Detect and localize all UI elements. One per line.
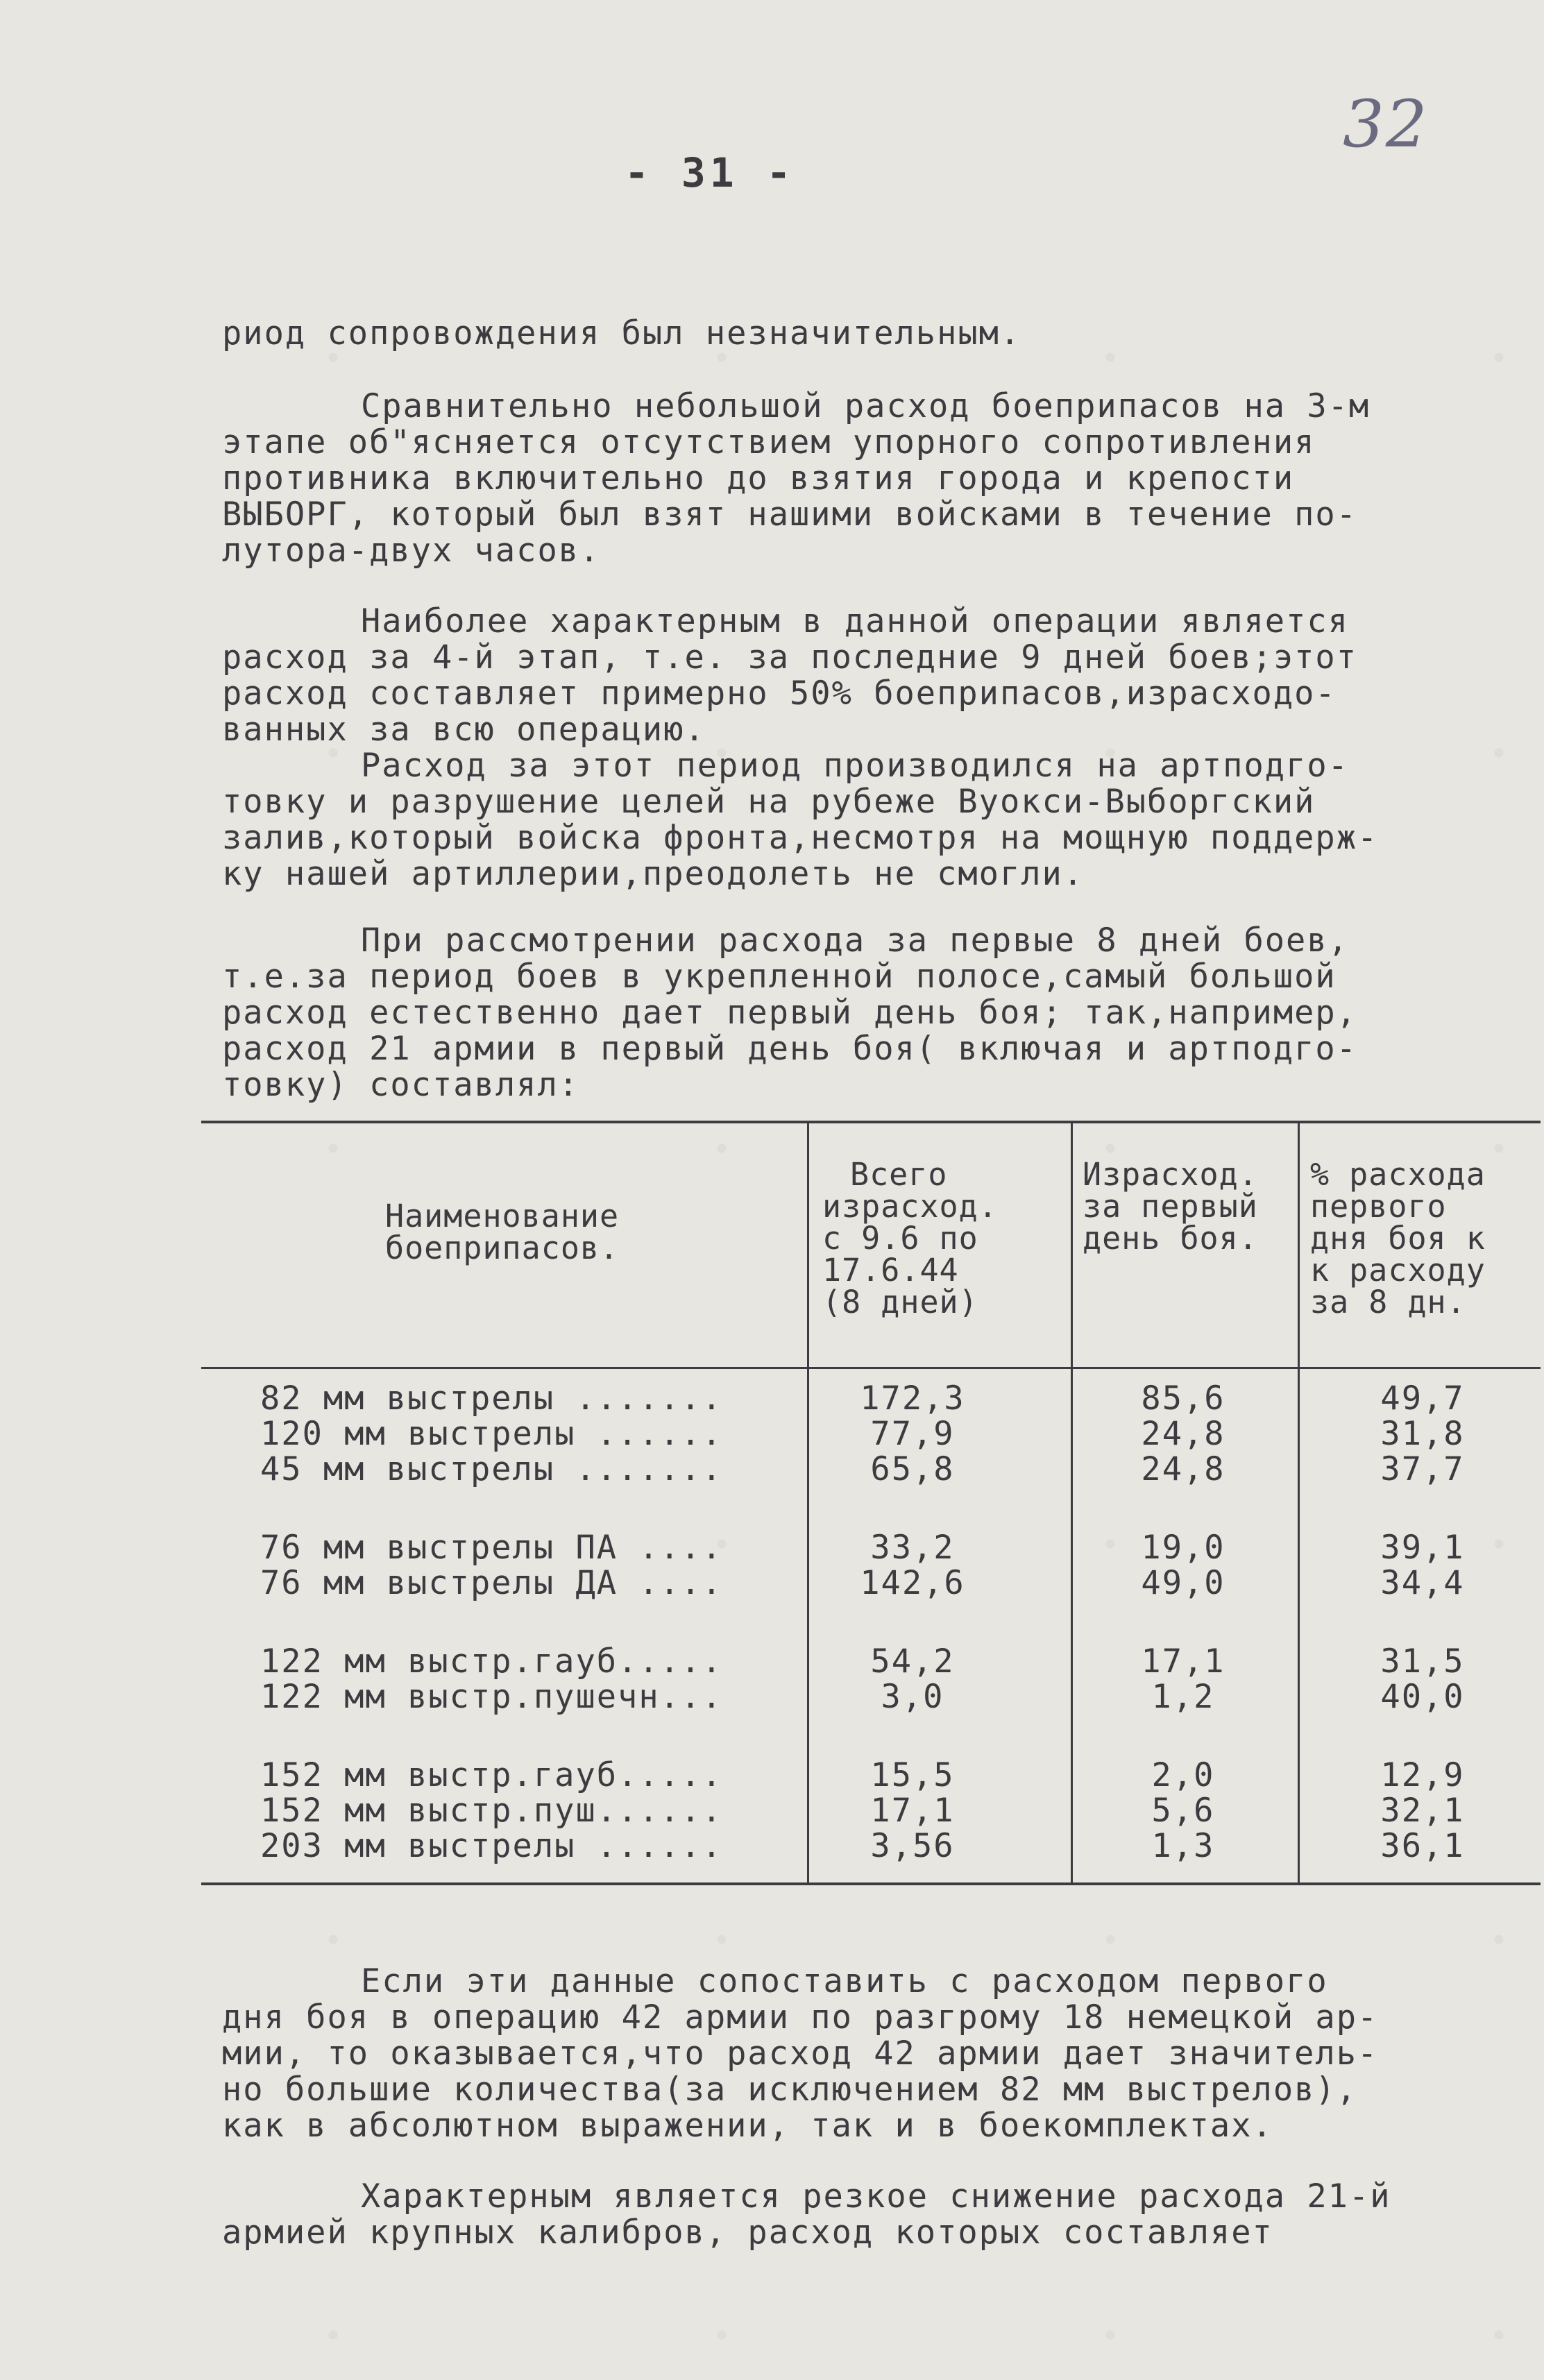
text-line: расход составляет примерно 50% боеприпасов,израсходо- bbox=[222, 674, 1337, 713]
header-percent bbox=[1310, 1156, 1486, 1320]
cell-name: 76 мм выстрелы ПА .... bbox=[260, 1529, 723, 1567]
text-line: дня боя в операцию 42 армии по разгрому 18 немецкой ар- bbox=[222, 1998, 1379, 2037]
cell-name: 82 мм выстрелы ....... bbox=[260, 1379, 723, 1418]
table-row bbox=[201, 1416, 1541, 1452]
cell-percent: 34,4 bbox=[1380, 1564, 1465, 1602]
header-line: за 8 дн. bbox=[1310, 1284, 1466, 1320]
table-body bbox=[201, 1381, 1541, 1907]
cell-total: 54,2 bbox=[870, 1642, 955, 1681]
cell-total: 3,0 bbox=[881, 1678, 944, 1716]
text-line: Наиболее характерным в данной операции является bbox=[361, 602, 1349, 640]
cell-total: 17,1 bbox=[870, 1792, 955, 1830]
header-line: дня боя к bbox=[1310, 1220, 1486, 1257]
header-line: 17.6.44 bbox=[822, 1252, 959, 1289]
cell-percent: 36,1 bbox=[1380, 1827, 1465, 1865]
header-line: Израсход. bbox=[1083, 1156, 1258, 1193]
cell-first-day: 24,8 bbox=[1141, 1415, 1225, 1453]
paragraph-7 bbox=[222, 2179, 1499, 2251]
table-row bbox=[201, 1644, 1541, 1679]
paragraph-5 bbox=[222, 923, 1499, 1103]
text-line: армией крупных калибров, расход которых составляет bbox=[222, 2213, 1273, 2252]
text-line: противника включительно до взятия города и крепости bbox=[222, 459, 1295, 498]
text-line: но большие количества(за исключением 82 мм выстрелов), bbox=[222, 2071, 1358, 2109]
table-row bbox=[201, 1828, 1541, 1864]
text-line: Если эти данные сопоставить с расходом первого bbox=[361, 1962, 1328, 2000]
cell-total: 172,3 bbox=[860, 1379, 965, 1418]
cell-name: 152 мм выстр.гауб..... bbox=[260, 1756, 723, 1794]
table-row bbox=[201, 1381, 1541, 1416]
cell-percent: 40,0 bbox=[1380, 1678, 1465, 1716]
cell-first-day: 5,6 bbox=[1151, 1792, 1215, 1830]
page-number: - 31 - bbox=[625, 149, 795, 196]
cell-total: 142,6 bbox=[860, 1564, 965, 1602]
text-line: расход 21 армии в первый день боя( включая и артподго- bbox=[222, 1030, 1358, 1068]
table-top-rule bbox=[201, 1121, 1541, 1123]
header-line: за первый bbox=[1083, 1188, 1258, 1225]
text-line: ванных за всю операцию. bbox=[222, 711, 706, 749]
cell-total: 15,5 bbox=[870, 1756, 955, 1794]
text-line: Характерным является резкое снижение расхода 21-й bbox=[361, 2177, 1391, 2216]
cell-first-day: 1,2 bbox=[1151, 1678, 1215, 1716]
cell-first-day: 1,3 bbox=[1151, 1827, 1215, 1865]
cell-total: 33,2 bbox=[870, 1529, 955, 1567]
header-line: Наименование bbox=[385, 1198, 620, 1234]
cell-name: 45 мм выстрелы ....... bbox=[260, 1450, 723, 1488]
cell-percent: 31,8 bbox=[1380, 1415, 1465, 1453]
paragraph-4 bbox=[222, 748, 1499, 892]
table-row bbox=[201, 1793, 1541, 1828]
header-total bbox=[822, 1156, 998, 1320]
header-line: % расхода bbox=[1310, 1156, 1486, 1193]
paragraph-6 bbox=[222, 1964, 1499, 2144]
header-line: день боя. bbox=[1083, 1220, 1258, 1257]
header-line: с 9.6 по bbox=[822, 1220, 978, 1257]
cell-name: 120 мм выстрелы ...... bbox=[260, 1415, 723, 1453]
cell-first-day: 85,6 bbox=[1141, 1379, 1225, 1418]
text-line: залив,который войска фронта,несмотря на мощную поддерж- bbox=[222, 819, 1379, 857]
text-line: как в абсолютном выражении, так и в боекомплектах. bbox=[222, 2107, 1273, 2145]
cell-first-day: 49,0 bbox=[1141, 1564, 1225, 1602]
header-line: Всего bbox=[850, 1156, 948, 1193]
cell-first-day: 17,1 bbox=[1141, 1642, 1225, 1681]
table-header-rule bbox=[201, 1367, 1541, 1369]
text-line: Сравнительно небольшой расход боеприпасов на 3-м bbox=[361, 387, 1371, 425]
cell-name: 76 мм выстрелы ДА .... bbox=[260, 1564, 723, 1602]
table-row bbox=[201, 1452, 1541, 1487]
text-line: этапе об"ясняется отсутствием упорного сопротивления bbox=[222, 423, 1316, 461]
text-line: При рассмотрении расхода за первые 8 дней боев, bbox=[361, 921, 1349, 960]
cell-first-day: 24,8 bbox=[1141, 1450, 1225, 1488]
paragraph-1 bbox=[222, 316, 1499, 352]
cell-name: 203 мм выстрелы ...... bbox=[260, 1827, 723, 1865]
header-line: первого bbox=[1310, 1188, 1447, 1225]
header-line: к расходу bbox=[1310, 1252, 1486, 1289]
cell-total: 3,56 bbox=[870, 1827, 955, 1865]
row-group bbox=[201, 1530, 1541, 1601]
row-group bbox=[201, 1758, 1541, 1864]
text-line: товку и разрушение целей на рубеже Вуокси-Выборгский bbox=[222, 783, 1316, 821]
row-group bbox=[201, 1381, 1541, 1487]
header-line: израсход. bbox=[822, 1188, 998, 1225]
cell-percent: 49,7 bbox=[1380, 1379, 1465, 1418]
text-line: мии, то оказывается,что расход 42 армии дает значитель- bbox=[222, 2034, 1379, 2073]
cell-first-day: 2,0 bbox=[1151, 1756, 1215, 1794]
header-line: (8 дней) bbox=[822, 1284, 978, 1320]
cell-name: 122 мм выстр.гауб..... bbox=[260, 1642, 723, 1681]
cell-total: 65,8 bbox=[870, 1450, 955, 1488]
header-line: боеприпасов. bbox=[385, 1230, 620, 1266]
table-row bbox=[201, 1679, 1541, 1715]
archive-page-number: 32 bbox=[1343, 87, 1429, 162]
header-name bbox=[385, 1200, 619, 1264]
text-line: товку) составлял: bbox=[222, 1066, 580, 1104]
table-row bbox=[201, 1758, 1541, 1793]
cell-percent: 37,7 bbox=[1380, 1450, 1465, 1488]
text-line: Расход за этот период производился на артподго- bbox=[361, 747, 1349, 785]
row-group bbox=[201, 1644, 1541, 1715]
cell-percent: 32,1 bbox=[1380, 1792, 1465, 1830]
table-row bbox=[201, 1530, 1541, 1565]
cell-percent: 12,9 bbox=[1380, 1756, 1465, 1794]
cell-name: 122 мм выстр.пушечн... bbox=[260, 1678, 723, 1716]
header-first-day bbox=[1083, 1156, 1258, 1257]
text-line: лутора-двух часов. bbox=[222, 532, 601, 570]
text-line: ВЫБОРГ, который был взят нашими войсками в течение по- bbox=[222, 495, 1358, 534]
text-line: ку нашей артиллерии,преодолеть не смогли. bbox=[222, 855, 1085, 893]
cell-first-day: 19,0 bbox=[1141, 1529, 1225, 1567]
cell-name: 152 мм выстр.пуш...... bbox=[260, 1792, 723, 1830]
paragraph-2 bbox=[222, 389, 1499, 569]
cell-percent: 39,1 bbox=[1380, 1529, 1465, 1567]
cell-percent: 31,5 bbox=[1380, 1642, 1465, 1681]
cell-total: 77,9 bbox=[870, 1415, 955, 1453]
text-line: расход за 4-й этап, т.е. за последние 9 дней боев;этот bbox=[222, 638, 1358, 677]
text-line: расход естественно дает первый день боя; так,например, bbox=[222, 994, 1358, 1032]
ammunition-table bbox=[201, 1121, 1541, 1887]
paragraph-3 bbox=[222, 604, 1499, 748]
text-line: т.е.за период боев в укрепленной полосе,самый большой bbox=[222, 958, 1337, 996]
text-line: риод сопровождения был незначительным. bbox=[222, 314, 1021, 352]
table-row bbox=[201, 1565, 1541, 1601]
